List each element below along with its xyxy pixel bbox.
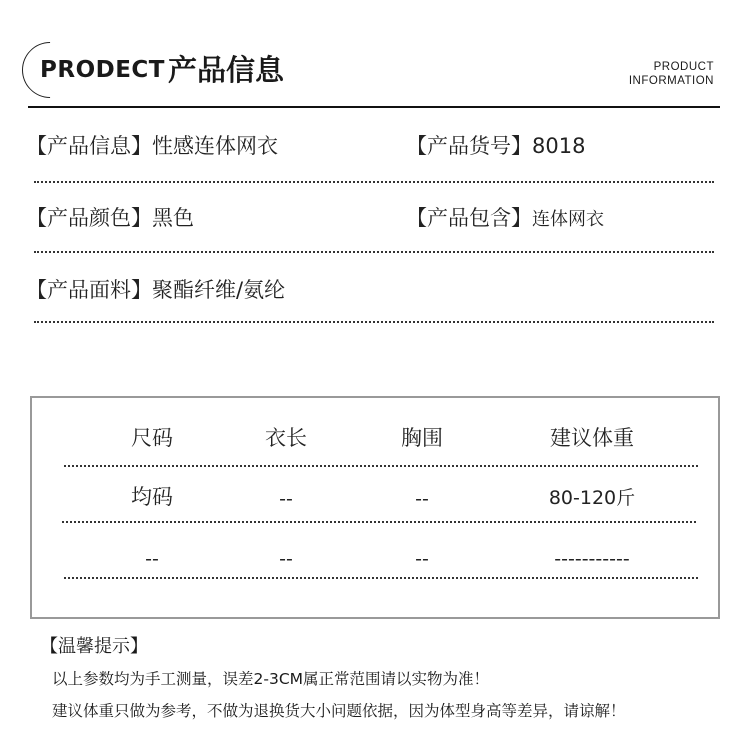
size-table-cell: -- (415, 488, 429, 510)
product-color-field: 【产品颜色】黑色 (26, 206, 194, 230)
product-package-value: 连体网衣 (532, 209, 604, 230)
product-info-field: 【产品信息】性感连体网衣 (26, 134, 278, 158)
size-table-header-size: 尺码 (131, 426, 173, 450)
size-table-divider-2 (62, 521, 696, 523)
tips-line-2: 建议体重只做为参考，不做为退换货大小问题依据，因为体型身高等差异，请谅解！ (52, 702, 626, 720)
row-divider-1 (34, 181, 714, 183)
tips-title: 【温馨提示】 (40, 636, 148, 657)
size-table-cell: ----------- (554, 548, 630, 570)
size-table-cell: -- (279, 548, 293, 570)
row-divider-3 (34, 321, 714, 323)
header-title-cn: 产品信息 (168, 53, 285, 87)
size-table-divider-3 (64, 577, 698, 579)
size-table-header-length: 衣长 (265, 426, 307, 450)
product-package-field (406, 204, 604, 234)
size-table-divider-1 (64, 465, 698, 467)
product-sku-field: 【产品货号】8018 (406, 134, 586, 158)
size-table-header-weight: 建议体重 (550, 426, 634, 450)
product-package-key: 【产品包含】 (406, 206, 532, 230)
header-subtitle (629, 60, 714, 88)
size-table-header-bust: 胸围 (401, 426, 443, 450)
header-divider (28, 106, 720, 108)
header-title-en: PRODECT (40, 57, 165, 83)
product-fabric-field: 【产品面料】聚酯纤维/氨纶 (26, 278, 286, 302)
size-table-cell: 80-120斤 (548, 487, 636, 509)
header-subtitle-line2: INFORMATION (628, 75, 714, 87)
row-divider-2 (34, 251, 714, 253)
size-table-cell: 均码 (131, 485, 173, 509)
header-subtitle-line1: PRODUCT (653, 61, 714, 73)
tips-line-1: 以上参数均为手工测量，误差2-3CM属正常范围请以实物为准！ (52, 670, 490, 688)
size-table-cell: -- (415, 548, 429, 570)
size-table-cell: -- (279, 488, 293, 510)
size-table-cell: -- (145, 548, 159, 570)
